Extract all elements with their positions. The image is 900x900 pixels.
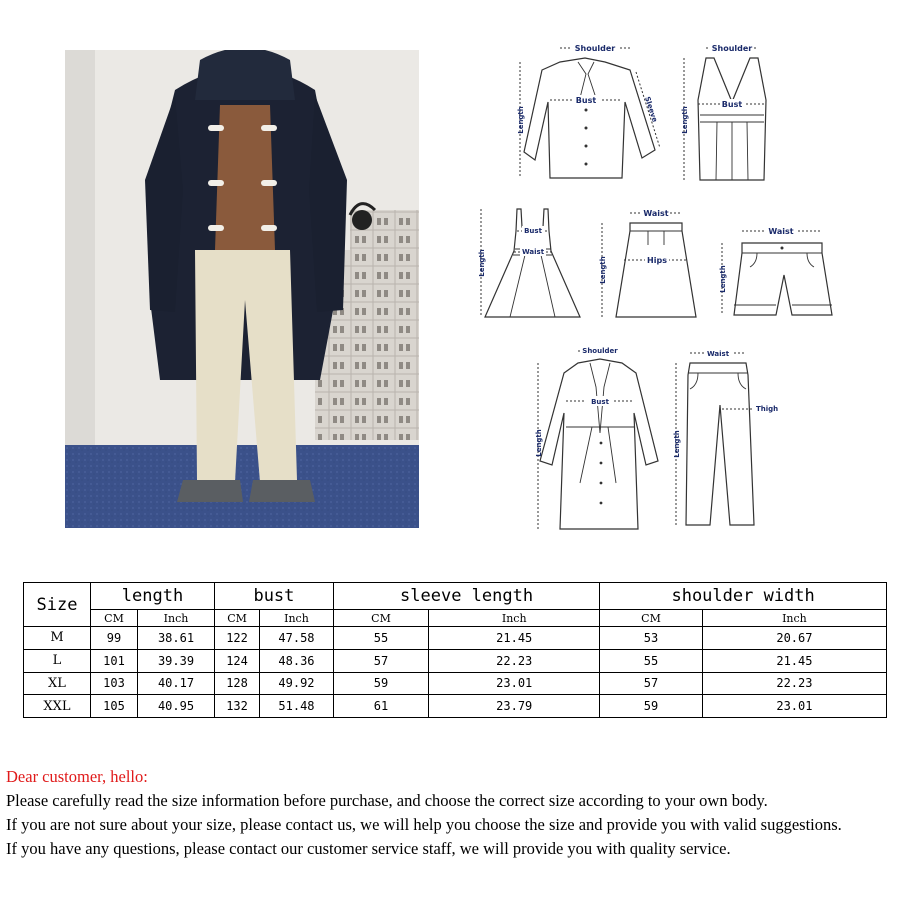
value-cell: 22.23 <box>429 649 600 672</box>
value-cell: 40.95 <box>138 695 215 718</box>
value-cell: 124 <box>215 649 260 672</box>
table-row <box>24 695 887 718</box>
waist-label: Waist <box>706 350 730 358</box>
unit-header: CM <box>600 610 703 627</box>
value-cell: 47.58 <box>260 627 334 650</box>
shoulder-label: Shoulder <box>574 44 616 53</box>
unit-header: Inch <box>260 610 334 627</box>
value-cell: 103 <box>91 672 138 695</box>
size-cell: XXL <box>24 695 91 718</box>
hips-label: Hips <box>647 256 667 265</box>
value-cell: 57 <box>600 672 703 695</box>
value-cell: 39.39 <box>138 649 215 672</box>
value-cell: 59 <box>600 695 703 718</box>
bust-label: Bust <box>721 100 743 109</box>
value-cell: 122 <box>215 627 260 650</box>
shoulder-label: Shoulder <box>711 44 753 53</box>
notice-greeting: Dear customer, hello: <box>6 767 148 786</box>
value-cell: 51.48 <box>260 695 334 718</box>
unit-header: CM <box>91 610 138 627</box>
bust-label: Bust <box>591 398 609 406</box>
model-in-coat-image <box>65 50 419 528</box>
length-label: Length <box>599 256 607 284</box>
pants-diagram <box>668 345 798 535</box>
coat-diagram <box>530 343 670 538</box>
value-cell: 40.17 <box>138 672 215 695</box>
notice-line: If you are not sure about your size, please contact us, we will help you choose the size and provide you with valid suggestions. <box>6 815 842 834</box>
group-header-length: length <box>91 583 215 610</box>
length-label: Length <box>478 249 486 277</box>
value-cell: 23.01 <box>429 672 600 695</box>
value-cell: 21.45 <box>702 649 886 672</box>
customer-notice <box>6 765 896 861</box>
table-row <box>24 649 887 672</box>
value-cell: 22.23 <box>702 672 886 695</box>
value-cell: 132 <box>215 695 260 718</box>
value-cell: 21.45 <box>429 627 600 650</box>
dress-diagram <box>475 205 590 330</box>
value-cell: 128 <box>215 672 260 695</box>
value-cell: 23.79 <box>429 695 600 718</box>
length-label: Length <box>673 430 681 458</box>
sleeve-label: Sleeve <box>643 95 659 124</box>
shoulder-label: Shoulder <box>582 347 618 355</box>
bust-label: Bust <box>524 227 542 235</box>
value-cell: 38.61 <box>138 627 215 650</box>
value-cell: 99 <box>91 627 138 650</box>
value-cell: 55 <box>333 627 428 650</box>
value-cell: 55 <box>600 649 703 672</box>
value-cell: 101 <box>91 649 138 672</box>
value-cell: 48.36 <box>260 649 334 672</box>
size-cell: L <box>24 649 91 672</box>
unit-header: CM <box>215 610 260 627</box>
value-cell: 49.92 <box>260 672 334 695</box>
length-label: Length <box>681 106 689 134</box>
value-cell: 105 <box>91 695 138 718</box>
thigh-label: Thigh <box>756 405 779 413</box>
unit-header: CM <box>333 610 428 627</box>
length-label: Length <box>517 106 525 134</box>
unit-header: Inch <box>702 610 886 627</box>
length-label: Length <box>719 265 727 293</box>
size-cell: M <box>24 627 91 650</box>
waist-label: Waist <box>643 209 669 218</box>
notice-line: Please carefully read the size information before purchase, and choose the correct size according to your own body. <box>6 791 768 810</box>
shorts-diagram <box>712 205 837 330</box>
unit-header: Inch <box>138 610 215 627</box>
waist-label: Waist <box>768 227 794 236</box>
size-header: Size <box>24 583 91 627</box>
group-header-bust: bust <box>215 583 334 610</box>
value-cell: 57 <box>333 649 428 672</box>
group-header-sleeve-length: sleeve length <box>333 583 599 610</box>
value-cell: 20.67 <box>702 627 886 650</box>
table-row <box>24 672 887 695</box>
waist-label: Waist <box>521 248 545 256</box>
value-cell: 59 <box>333 672 428 695</box>
value-cell: 61 <box>333 695 428 718</box>
table-row <box>24 627 887 650</box>
group-header-shoulder-width: shoulder width <box>600 583 887 610</box>
shirt-diagram <box>510 40 670 190</box>
size-chart-table <box>23 582 887 718</box>
size-cell: XL <box>24 672 91 695</box>
value-cell: 23.01 <box>702 695 886 718</box>
unit-header: Inch <box>429 610 600 627</box>
value-cell: 53 <box>600 627 703 650</box>
bust-label: Bust <box>575 96 597 105</box>
notice-line: If you have any questions, please contact our customer service staff, we will provide you with quality service. <box>6 839 731 858</box>
product-photo <box>65 50 419 528</box>
length-label: Length <box>535 429 543 457</box>
skirt-diagram <box>596 205 708 330</box>
vest-diagram <box>672 40 792 190</box>
